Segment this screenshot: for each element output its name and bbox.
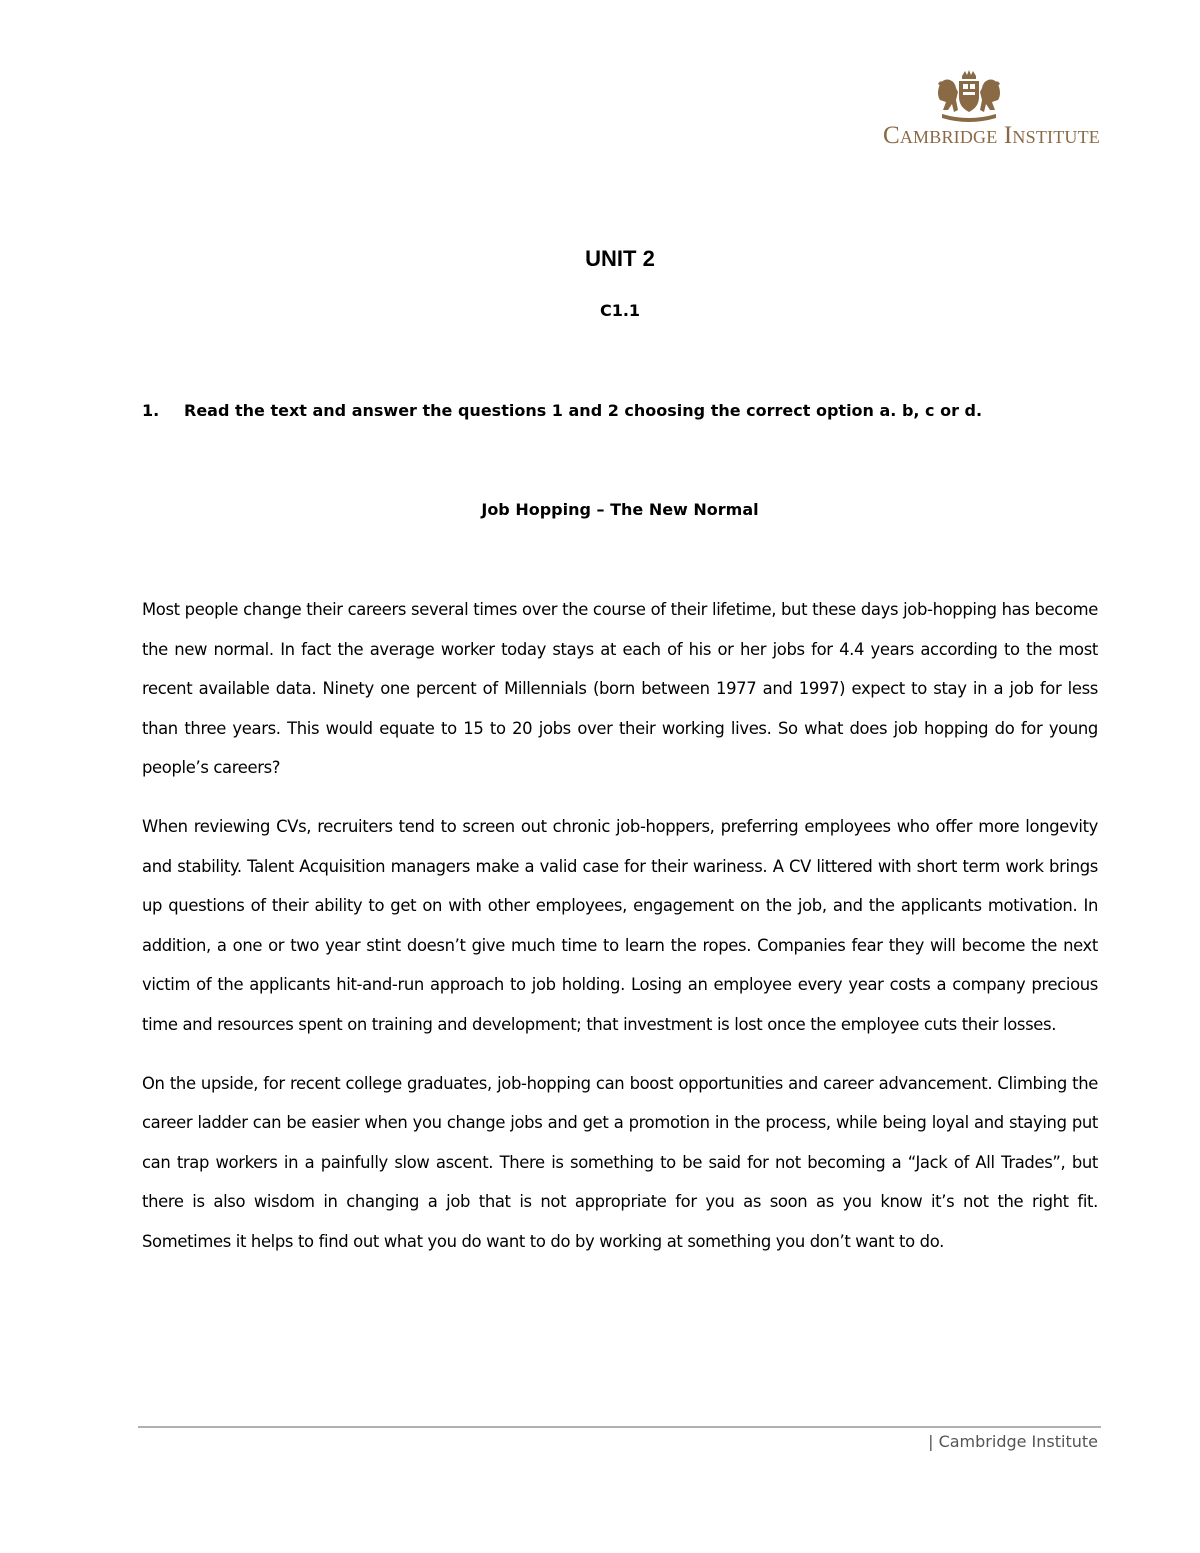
paragraph-2: When reviewing CVs, recruiters tend to screen out chronic job-hoppers, preferring employees who offer more longevity and stability. Talent Acquisition managers make a valid case for their wariness. A CV littered with short term work brings up questions of their ability to get on with other employees, engagement on the job, and the applicants motivation. In addition, a one or two year stint doesn’t give much time to learn the ropes. Companies fear they will become the next victim of the applicants hit-and-run approach to job holding. Losing an employee every year costs a company precious time and resources spent on training and development; that investment is lost once the employee cuts their losses.: [142, 816, 1098, 1034]
cambridge-institute-logo: [838, 70, 1100, 150]
article-title: Job Hopping – The New Normal: [481, 500, 759, 519]
article-body: [142, 590, 1098, 1281]
instruction-number: 1.: [142, 401, 160, 420]
paragraph-3: On the upside, for recent college graduates, job-hopping can boost opportunities and career advancement. Climbing the career ladder can be easier when you change jobs and get a promotion in the process, while being loyal and staying put can trap workers in a painfully slow ascent. There is something to be said for not becoming a “Jack of All Trades”, but there is also wisdom in changing a job that is not appropriate for you as soon as you know it’s not the right fit. Sometimes it helps to find out what you do want to do by working at something you don’t want to do.: [142, 1073, 1098, 1251]
unit-title: UNIT 2: [585, 246, 655, 271]
logo-wordmark: Cambridge Institute: [882, 122, 1100, 149]
paragraph-1: Most people change their careers several times over the course of their lifetime, but these days job-hopping has become the new normal. In fact the average worker today stays at each of his or her jobs for 4.4 years according to the most recent available data. Ninety one percent of Millennials (born between 1977 and 1997) expect to stay in a job for less than three years. This would equate to 15 to 20 jobs over their working lives. So what does job hopping do for young people’s careers?: [142, 600, 1098, 778]
instruction: [142, 401, 1102, 420]
level-label: C1.1: [599, 301, 641, 320]
crest-icon: [934, 70, 1004, 122]
footer-divider: [138, 1426, 1101, 1428]
instruction-text: Read the text and answer the questions 1 and 2 choosing the correct option a. b, c or d.: [184, 401, 983, 420]
footer-text: | Cambridge Institute: [928, 1432, 1098, 1451]
